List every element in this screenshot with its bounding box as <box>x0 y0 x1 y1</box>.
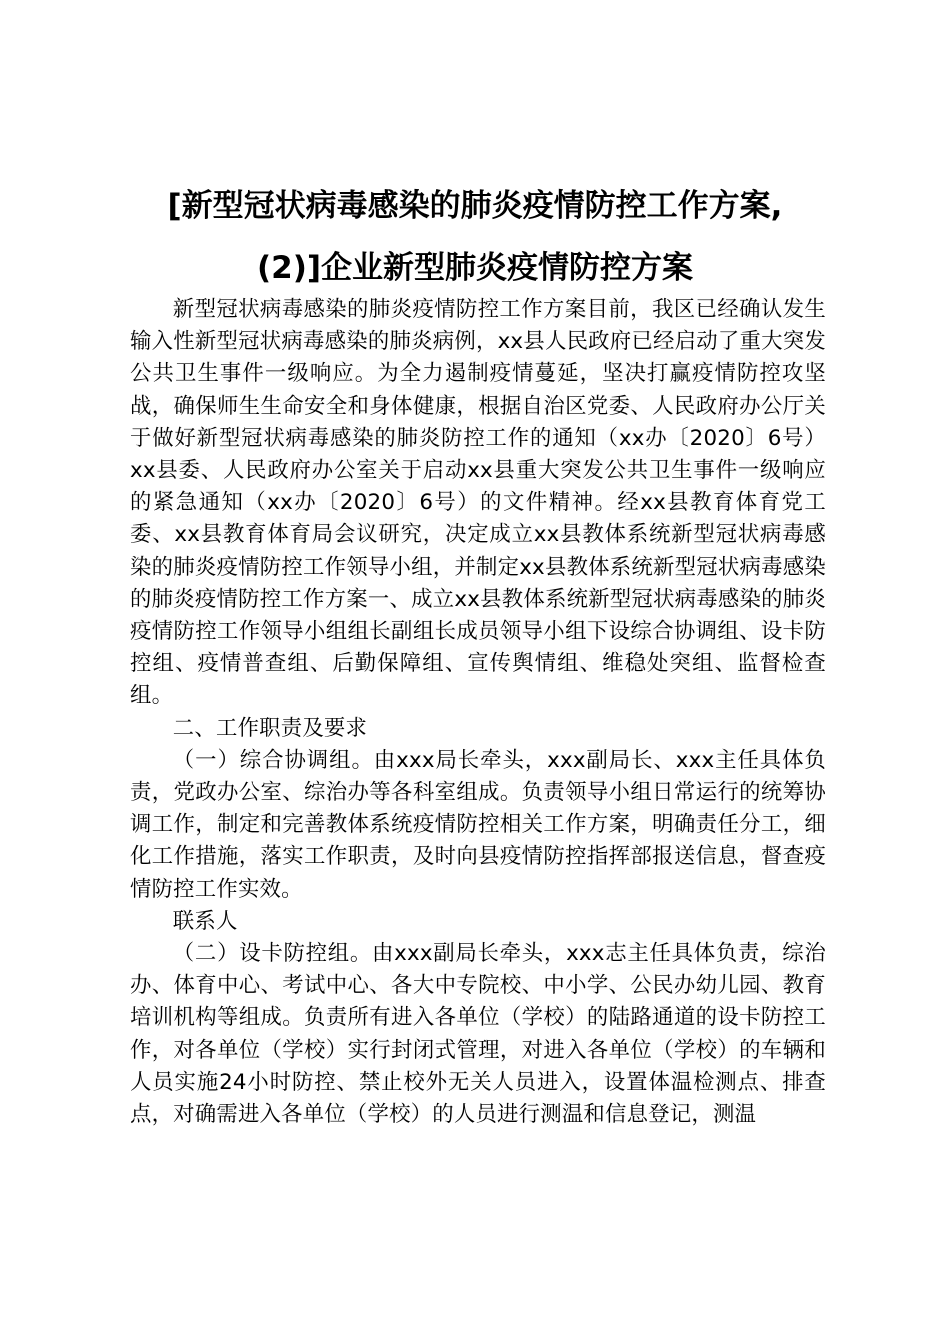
paragraph-coordination-group: （一）综合协调组。由xxx局长牵头，xxx副局长、xxx主任具体负责，党政办公室、综治办等各科室组成。负责领导小组日常运行的统筹协调工作，制定和完善教体系统疫情防控相关工作方案，明确责任分工，细化工作措施，落实工作职责，及时向县疫情防控指挥部报送信息，督查疫情防控工作实效。 <box>130 747 826 902</box>
paragraph-checkpoint-group: （二）设卡防控组。由xxx副局长牵头，xxx志主任具体负责，综治办、体育中心、考试中心、各大中专院校、中小学、公民办幼儿园、教育培训机构等组成。负责所有进入各单位（学校）的陆路通道的设卡防控工作，对各单位（学校）实行封闭式管理，对进入各单位（学校）的车辆和人员实施24小时防控、禁止校外无关人员进入，设置体温检测点、排查点，对确需进入各单位（学校）的人员进行测温和信息登记，测温 <box>130 941 826 1128</box>
paragraph-contact: 联系人 <box>172 908 238 934</box>
document-title-line-1: [新型冠状病毒感染的肺炎疫情防控工作方案, <box>167 188 783 224</box>
document-title-line-2: (2)]企业新型肺炎疫情防控方案 <box>256 250 694 286</box>
paragraph-intro: 新型冠状病毒感染的肺炎疫情防控工作方案目前，我区已经确认发生输入性新型冠状病毒感染的肺炎病例，xx县人民政府已经启动了重大突发公共卫生事件一级响应。为全力遏制疫情蔓延，坚决打赢疫情防控攻坚战，确保师生生命安全和身体健康，根据自治区党委、人民政府办公厅关于做好新型冠状病毒感染的肺炎防控工作的通知（xx办〔2020〕6号）xx县委、人民政府办公室关于启动xx县重大突发公共卫生事件一级响应的紧急通知（xx办〔2020〕6号）的文件精神。经xx县教育体育党工委、xx县教育体育局会议研究，决定成立xx县教体系统新型冠状病毒感染的肺炎疫情防控工作领导小组，并制定xx县教体系统新型冠状病毒感染的肺炎疫情防控工作方案一、成立xx县教体系统新型冠状病毒感染的肺炎疫情防控工作领导小组组长副组长成员领导小组下设综合协调组、设卡防控组、疫情普查组、后勤保障组、宣传舆情组、维稳处突组、监督检查组。 <box>130 297 826 709</box>
paragraph-section-heading: 二、工作职责及要求 <box>172 715 368 741</box>
document-body <box>130 294 826 1131</box>
